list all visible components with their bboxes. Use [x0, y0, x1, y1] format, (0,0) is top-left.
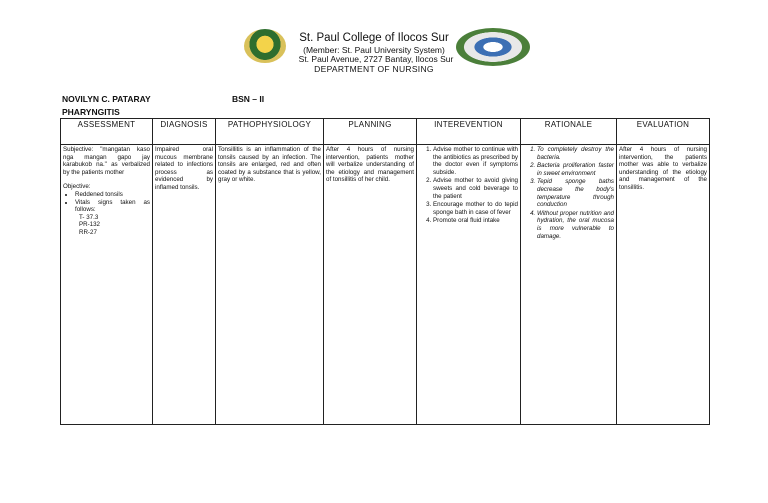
list-item: 1. Advise mother to continue with the antibiotics as prescribed by the doctor even if symptoms subside.	[433, 146, 518, 176]
list-item: 1. To completely destroy the bacteria.	[537, 146, 614, 161]
list-item: 3. Encourage mother to do tepid sponge bath in case of fever	[433, 201, 518, 216]
case-title: PHARYNGITIS	[62, 107, 120, 117]
college-membership: (Member: St. Paul University System)	[303, 45, 445, 55]
column-header-planning: PLANNING	[324, 119, 417, 145]
college-seal-logo	[244, 29, 286, 63]
nursing-care-plan-table	[60, 118, 710, 425]
list-item: 2. Bacteria proliferation faster in sweet environment	[537, 162, 614, 177]
subjective-data: Subjective: "mangatan kaso nga mangan gapo jay karabukob na." as verbalized by the patients mother	[63, 146, 150, 176]
column-header-diagnosis: DIAGNOSIS	[153, 119, 216, 145]
rationale-cell	[521, 145, 617, 425]
college-address: St. Paul Avenue, 2727 Bantay, Ilocos Sur	[298, 54, 454, 64]
list-item: 3. Tepid sponge baths decrease the body's temperature through conduction	[537, 178, 614, 208]
assessment-cell	[61, 145, 153, 425]
list-item: • Vitals signs taken as follows:	[75, 199, 150, 214]
list-item: 2. Advise mother to avoid giving sweets and cold beverage to the patient	[433, 177, 518, 200]
vital-sign-respiration: RR-27	[79, 228, 97, 236]
university-system-logo	[456, 28, 530, 66]
objective-list	[63, 191, 150, 214]
column-header-assessment: ASSESSMENT	[61, 119, 153, 145]
student-section: BSN – II	[232, 94, 265, 104]
table-row	[61, 145, 710, 425]
intervention-cell	[417, 145, 521, 425]
evaluation-cell: After 4 hours of nursing intervention, the patients mother was able to verbalize understanding of the etiology and management of the tonsillitis.	[617, 145, 710, 425]
list-item: • Reddened tonsils	[75, 191, 150, 199]
department-name: DEPARTMENT OF NURSING	[314, 64, 434, 74]
student-name: NOVILYN C. PATARAY	[62, 94, 151, 104]
intervention-list	[419, 146, 518, 225]
vital-sign-pulse: PR-132	[79, 221, 100, 229]
vital-sign-temperature: T- 37.3	[79, 213, 99, 221]
pathophysiology-cell: Tonsillitis is an inflammation of the tonsils caused by an infection. The tonsils are enlarged, red and often coated by a substance that is yellow, gray or white.	[216, 145, 324, 425]
table-header-row	[61, 119, 710, 145]
column-header-intervention: INTEREVENTION	[417, 119, 521, 145]
diagnosis-cell: Impaired oral mucous membrane related to infections process as evidenced by inflamed tonsils.	[153, 145, 216, 425]
list-item: 4. Without proper nutrition and hydration, the oral mucosa is more vulnerable to damage.	[537, 210, 614, 240]
planning-cell: After 4 hours of nursing intervention, patients mother will verbalize understanding of the etiology and management of tonsillitis of her child.	[324, 145, 417, 425]
rationale-list	[523, 146, 614, 240]
column-header-pathophysiology: PATHOPHYSIOLOGY	[216, 119, 324, 145]
column-header-rationale: RATIONALE	[521, 119, 617, 145]
column-header-evaluation: EVALUATION	[617, 119, 710, 145]
objective-label: Objective:	[63, 183, 91, 191]
list-item: 4. Promote oral fluid intake	[433, 217, 518, 225]
college-header	[230, 26, 550, 78]
college-name: St. Paul College of Ilocos Sur	[299, 32, 449, 44]
